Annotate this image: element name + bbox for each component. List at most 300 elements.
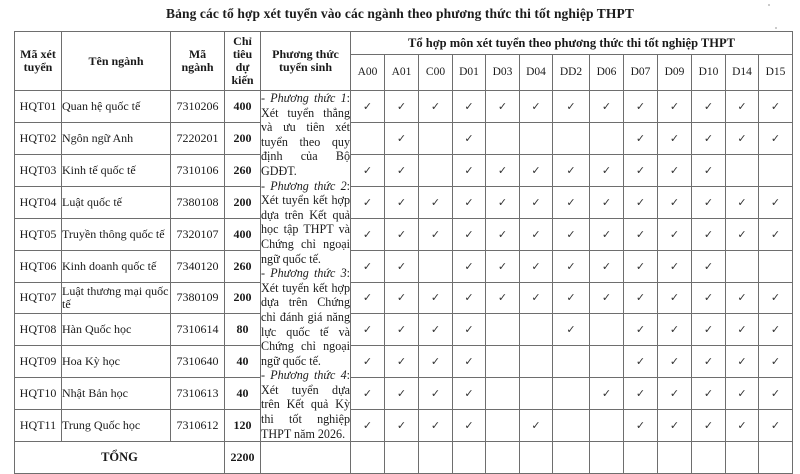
checkmark-icon: ✓ xyxy=(362,355,373,369)
combo-cell-d03 xyxy=(486,282,520,314)
total-label: TỔNG xyxy=(15,442,225,474)
combo-cell-d07 xyxy=(624,378,658,410)
combo-cell-d14 xyxy=(726,346,759,378)
combo-cell-d10 xyxy=(692,346,726,378)
table-row xyxy=(15,410,793,442)
header-combo-d04: D04 xyxy=(520,55,553,91)
checkmark-icon: ✓ xyxy=(770,419,781,433)
combo-cell-d07 xyxy=(624,410,658,442)
combo-cell-d15 xyxy=(759,218,793,250)
combo-cell-d01 xyxy=(453,346,486,378)
combo-cell-a01 xyxy=(385,346,419,378)
major-name-cell: Ngôn ngữ Anh xyxy=(62,122,171,154)
combo-cell-d15 xyxy=(759,410,793,442)
combo-cell-a00 xyxy=(351,122,385,154)
combo-cell-c00 xyxy=(419,346,453,378)
checkmark-icon: ✓ xyxy=(669,419,680,433)
checkmark-icon: ✓ xyxy=(770,195,781,209)
combo-cell-d03 xyxy=(486,410,520,442)
quota-cell: 120 xyxy=(225,410,261,442)
combo-cell-d01 xyxy=(453,410,486,442)
checkmark-icon: ✓ xyxy=(464,227,474,241)
combo-cell-a00 xyxy=(351,154,385,186)
combo-cell-d14 xyxy=(726,378,759,410)
combo-cell-c00 xyxy=(419,378,453,410)
combo-cell-d09 xyxy=(658,122,692,154)
checkmark-icon: ✓ xyxy=(531,195,541,209)
major-name-cell: Trung Quốc học xyxy=(62,410,171,442)
combo-cell-d04 xyxy=(520,378,553,410)
admission-code-cell: HQT03 xyxy=(15,154,62,186)
checkmark-icon: ✓ xyxy=(737,419,747,433)
combo-cell-d09 xyxy=(658,91,692,123)
checkmark-icon: ✓ xyxy=(703,227,714,241)
method-description: : Xét tuyển kết hợp dựa trên Chứng chỉ đánh giá năng lực quốc tế và Chứng chỉ ngoại ngữ quốc tế. xyxy=(261,266,350,368)
combo-cell-a00 xyxy=(351,378,385,410)
table-row xyxy=(15,218,793,250)
method-2 xyxy=(261,179,350,267)
major-name-cell: Hoa Kỳ học xyxy=(62,346,171,378)
combo-cell-d06 xyxy=(590,314,624,346)
checkmark-icon: ✓ xyxy=(635,355,646,369)
quota-cell: 200 xyxy=(225,186,261,218)
combo-cell-a01 xyxy=(385,314,419,346)
checkmark-icon: ✓ xyxy=(464,259,474,273)
combo-cell-c00 xyxy=(419,282,453,314)
combo-cell-d04 xyxy=(520,346,553,378)
combo-cell-d15 xyxy=(759,122,793,154)
checkmark-icon: ✓ xyxy=(703,259,714,273)
combo-cell-d01 xyxy=(453,314,486,346)
combo-cell-d10 xyxy=(692,250,726,282)
checkmark-icon: ✓ xyxy=(464,163,474,177)
combo-cell-d15 xyxy=(759,154,793,186)
checkmark-icon: ✓ xyxy=(497,163,508,177)
admission-code-cell: HQT02 xyxy=(15,122,62,154)
combo-cell-dd2 xyxy=(553,346,590,378)
checkmark-icon: ✓ xyxy=(396,227,407,241)
checkmark-icon: ✓ xyxy=(531,163,541,177)
major-code-cell: 7310106 xyxy=(171,154,225,186)
major-code-cell: 7310206 xyxy=(171,91,225,123)
major-name-cell: Kinh doanh quốc tế xyxy=(62,250,171,282)
combo-cell-d03 xyxy=(486,378,520,410)
quota-cell: 200 xyxy=(225,122,261,154)
quota-cell: 260 xyxy=(225,250,261,282)
combo-cell-d06 xyxy=(590,186,624,218)
checkmark-icon: ✓ xyxy=(703,419,714,433)
combo-cell-d09 xyxy=(658,378,692,410)
checkmark-icon: ✓ xyxy=(770,227,781,241)
combo-cell-d14 xyxy=(726,410,759,442)
combo-cell-d03 xyxy=(486,154,520,186)
checkmark-icon: ✓ xyxy=(601,259,612,273)
admission-code-cell: HQT07 xyxy=(15,282,62,314)
combo-cell-d03 xyxy=(486,218,520,250)
quota-cell: 40 xyxy=(225,378,261,410)
header-combo-d06: D06 xyxy=(590,55,624,91)
admission-code-cell: HQT10 xyxy=(15,378,62,410)
method-description: : Xét tuyển thẳng và ưu tiên xét tuyển theo quy định của Bộ GDĐT. xyxy=(261,91,350,178)
combo-cell-a01 xyxy=(385,250,419,282)
combo-cell-a00 xyxy=(351,282,385,314)
checkmark-icon: ✓ xyxy=(464,131,474,145)
checkmark-icon: ✓ xyxy=(362,163,373,177)
header-combo-dd2: DD2 xyxy=(553,55,590,91)
checkmark-icon: ✓ xyxy=(770,291,781,305)
combo-cell-d07 xyxy=(624,154,658,186)
combo-cell-d07 xyxy=(624,250,658,282)
combo-cell-d01 xyxy=(453,250,486,282)
major-code-cell: 7320107 xyxy=(171,218,225,250)
major-name-cell: Luật thương mại quốc tế xyxy=(62,282,171,314)
major-code-cell: 7340120 xyxy=(171,250,225,282)
combo-cell-c00 xyxy=(419,122,453,154)
checkmark-icon: ✓ xyxy=(430,99,441,113)
combo-cell-a00 xyxy=(351,186,385,218)
combo-cell-d06 xyxy=(590,378,624,410)
major-name-cell: Truyền thông quốc tế xyxy=(62,218,171,250)
combo-cell-d14 xyxy=(726,154,759,186)
scan-speck xyxy=(768,4,770,6)
checkmark-icon: ✓ xyxy=(566,227,576,241)
combo-cell-d10 xyxy=(692,378,726,410)
admission-methods-cell xyxy=(261,91,351,442)
combo-cell-d07 xyxy=(624,91,658,123)
admission-code-cell: HQT06 xyxy=(15,250,62,282)
checkmark-icon: ✓ xyxy=(531,227,541,241)
total-combo-empty xyxy=(419,442,453,474)
combo-cell-a01 xyxy=(385,218,419,250)
combo-cell-d03 xyxy=(486,346,520,378)
checkmark-icon: ✓ xyxy=(396,131,407,145)
checkmark-icon: ✓ xyxy=(770,99,781,113)
major-code-cell: 7310614 xyxy=(171,314,225,346)
combo-cell-d15 xyxy=(759,346,793,378)
combo-cell-d14 xyxy=(726,122,759,154)
checkmark-icon: ✓ xyxy=(703,291,714,305)
combo-cell-a01 xyxy=(385,91,419,123)
combo-cell-d09 xyxy=(658,410,692,442)
checkmark-icon: ✓ xyxy=(770,323,781,337)
checkmark-icon: ✓ xyxy=(430,387,441,401)
checkmark-icon: ✓ xyxy=(430,419,441,433)
quota-cell: 80 xyxy=(225,314,261,346)
admission-code-cell: HQT01 xyxy=(15,91,62,123)
combo-cell-d14 xyxy=(726,314,759,346)
total-combo-empty xyxy=(759,442,793,474)
checkmark-icon: ✓ xyxy=(531,419,541,433)
checkmark-icon: ✓ xyxy=(635,195,646,209)
combo-cell-dd2 xyxy=(553,91,590,123)
combo-cell-a01 xyxy=(385,186,419,218)
checkmark-icon: ✓ xyxy=(601,99,612,113)
combo-cell-d15 xyxy=(759,378,793,410)
header-combo-d14: D14 xyxy=(726,55,759,91)
table-row xyxy=(15,122,793,154)
checkmark-icon: ✓ xyxy=(396,291,407,305)
combo-cell-d07 xyxy=(624,218,658,250)
checkmark-icon: ✓ xyxy=(362,387,373,401)
combo-cell-d14 xyxy=(726,186,759,218)
header-combo-group: Tổ hợp môn xét tuyển theo phương thức thi tốt nghiệp THPT xyxy=(351,32,793,55)
checkmark-icon: ✓ xyxy=(635,131,646,145)
checkmark-icon: ✓ xyxy=(601,387,612,401)
header-major-code: Mã ngành xyxy=(171,32,225,91)
combo-cell-d07 xyxy=(624,122,658,154)
checkmark-icon: ✓ xyxy=(464,419,474,433)
quota-cell: 200 xyxy=(225,282,261,314)
checkmark-icon: ✓ xyxy=(464,291,474,305)
method-label: - Phương thức 3 xyxy=(261,266,347,281)
combo-cell-d01 xyxy=(453,378,486,410)
major-code-cell: 7380109 xyxy=(171,282,225,314)
total-combo-empty xyxy=(692,442,726,474)
checkmark-icon: ✓ xyxy=(601,227,612,241)
combo-cell-c00 xyxy=(419,154,453,186)
header-combo-d03: D03 xyxy=(486,55,520,91)
combo-cell-a01 xyxy=(385,410,419,442)
method-1 xyxy=(261,91,350,179)
checkmark-icon: ✓ xyxy=(635,387,646,401)
checkmark-icon: ✓ xyxy=(703,99,714,113)
combo-cell-d04 xyxy=(520,314,553,346)
combo-cell-d06 xyxy=(590,218,624,250)
total-combo-empty xyxy=(590,442,624,474)
checkmark-icon: ✓ xyxy=(737,131,747,145)
checkmark-icon: ✓ xyxy=(362,323,373,337)
combo-cell-c00 xyxy=(419,91,453,123)
combo-cell-d06 xyxy=(590,410,624,442)
combo-cell-a00 xyxy=(351,91,385,123)
header-combo-a00: A00 xyxy=(351,55,385,91)
quota-cell: 400 xyxy=(225,91,261,123)
header-admission-code: Mã xét tuyển xyxy=(15,32,62,91)
combo-cell-d14 xyxy=(726,250,759,282)
combo-cell-d15 xyxy=(759,186,793,218)
checkmark-icon: ✓ xyxy=(635,163,646,177)
checkmark-icon: ✓ xyxy=(601,195,612,209)
checkmark-icon: ✓ xyxy=(531,291,541,305)
table-row xyxy=(15,154,793,186)
checkmark-icon: ✓ xyxy=(635,419,646,433)
checkmark-icon: ✓ xyxy=(737,355,747,369)
combo-cell-d07 xyxy=(624,314,658,346)
admission-code-cell: HQT04 xyxy=(15,186,62,218)
checkmark-icon: ✓ xyxy=(566,195,576,209)
combo-cell-c00 xyxy=(419,186,453,218)
checkmark-icon: ✓ xyxy=(464,99,474,113)
checkmark-icon: ✓ xyxy=(669,163,680,177)
major-code-cell: 7310612 xyxy=(171,410,225,442)
checkmark-icon: ✓ xyxy=(396,323,407,337)
header-method: Phương thức tuyển sinh xyxy=(261,32,351,91)
combo-cell-d04 xyxy=(520,250,553,282)
combo-cell-d03 xyxy=(486,250,520,282)
combo-cell-d14 xyxy=(726,282,759,314)
combo-cell-d04 xyxy=(520,218,553,250)
combo-cell-dd2 xyxy=(553,250,590,282)
checkmark-icon: ✓ xyxy=(669,195,680,209)
checkmark-icon: ✓ xyxy=(635,259,646,273)
combo-cell-d03 xyxy=(486,122,520,154)
checkmark-icon: ✓ xyxy=(531,259,541,273)
combo-cell-d06 xyxy=(590,250,624,282)
header-combo-a01: A01 xyxy=(385,55,419,91)
checkmark-icon: ✓ xyxy=(669,99,680,113)
combo-cell-a00 xyxy=(351,218,385,250)
method-3 xyxy=(261,266,350,368)
total-combo-empty xyxy=(553,442,590,474)
checkmark-icon: ✓ xyxy=(737,387,747,401)
method-description: : Xét tuyển kết hợp dựa trên Kết quả học tập THPT và Chứng chỉ ngoại ngữ quốc tế. xyxy=(261,178,350,266)
combo-cell-d03 xyxy=(486,314,520,346)
checkmark-icon: ✓ xyxy=(635,227,646,241)
checkmark-icon: ✓ xyxy=(362,227,373,241)
checkmark-icon: ✓ xyxy=(362,291,373,305)
major-code-cell: 7220201 xyxy=(171,122,225,154)
header-combo-d10: D10 xyxy=(692,55,726,91)
checkmark-icon: ✓ xyxy=(566,163,576,177)
combo-cell-dd2 xyxy=(553,282,590,314)
checkmark-icon: ✓ xyxy=(396,195,407,209)
combo-cell-dd2 xyxy=(553,154,590,186)
checkmark-icon: ✓ xyxy=(703,163,714,177)
checkmark-icon: ✓ xyxy=(464,323,474,337)
combo-cell-dd2 xyxy=(553,186,590,218)
major-code-cell: 7380108 xyxy=(171,186,225,218)
total-combo-empty xyxy=(351,442,385,474)
combo-cell-d01 xyxy=(453,186,486,218)
total-quota: 2200 xyxy=(225,442,261,474)
scan-speck xyxy=(775,27,777,29)
combo-cell-dd2 xyxy=(553,378,590,410)
checkmark-icon: ✓ xyxy=(362,259,373,273)
major-name-cell: Kinh tế quốc tế xyxy=(62,154,171,186)
checkmark-icon: ✓ xyxy=(669,227,680,241)
combo-cell-d01 xyxy=(453,282,486,314)
combo-cell-a00 xyxy=(351,346,385,378)
header-combo-d15: D15 xyxy=(759,55,793,91)
combo-cell-d14 xyxy=(726,218,759,250)
checkmark-icon: ✓ xyxy=(430,227,441,241)
checkmark-icon: ✓ xyxy=(635,323,646,337)
checkmark-icon: ✓ xyxy=(362,195,373,209)
major-code-cell: 7310640 xyxy=(171,346,225,378)
admission-code-cell: HQT08 xyxy=(15,314,62,346)
checkmark-icon: ✓ xyxy=(396,259,407,273)
combo-cell-c00 xyxy=(419,314,453,346)
checkmark-icon: ✓ xyxy=(737,323,747,337)
combo-cell-dd2 xyxy=(553,410,590,442)
checkmark-icon: ✓ xyxy=(737,195,747,209)
major-name-cell: Luật quốc tế xyxy=(62,186,171,218)
combo-cell-a00 xyxy=(351,410,385,442)
checkmark-icon: ✓ xyxy=(703,195,714,209)
header-combo-d01: D01 xyxy=(453,55,486,91)
combo-cell-a01 xyxy=(385,282,419,314)
total-method-empty xyxy=(261,442,351,474)
combo-cell-a01 xyxy=(385,154,419,186)
combo-cell-dd2 xyxy=(553,314,590,346)
checkmark-icon: ✓ xyxy=(770,355,781,369)
total-combo-empty xyxy=(453,442,486,474)
checkmark-icon: ✓ xyxy=(497,227,508,241)
combo-cell-d09 xyxy=(658,346,692,378)
major-code-cell: 7310613 xyxy=(171,378,225,410)
combo-cell-d14 xyxy=(726,91,759,123)
method-description: : Xét tuyển dựa trên Kết quả Kỳ thi tốt nghiệp THPT năm 2026. xyxy=(261,368,350,441)
header-combo-d09: D09 xyxy=(658,55,692,91)
table-row xyxy=(15,186,793,218)
total-combo-empty xyxy=(726,442,759,474)
checkmark-icon: ✓ xyxy=(464,387,474,401)
combo-cell-d03 xyxy=(486,91,520,123)
combo-cell-d06 xyxy=(590,346,624,378)
checkmark-icon: ✓ xyxy=(396,355,407,369)
major-name-cell: Hàn Quốc học xyxy=(62,314,171,346)
total-combo-empty xyxy=(658,442,692,474)
checkmark-icon: ✓ xyxy=(669,323,680,337)
combo-cell-c00 xyxy=(419,218,453,250)
checkmark-icon: ✓ xyxy=(430,323,441,337)
quota-cell: 260 xyxy=(225,154,261,186)
major-name-cell: Nhật Bản học xyxy=(62,378,171,410)
combo-cell-d01 xyxy=(453,218,486,250)
combo-cell-c00 xyxy=(419,410,453,442)
header-row-group xyxy=(15,32,793,55)
checkmark-icon: ✓ xyxy=(464,355,474,369)
total-combo-empty xyxy=(624,442,658,474)
combo-cell-d10 xyxy=(692,282,726,314)
checkmark-icon: ✓ xyxy=(703,387,714,401)
combo-cell-d01 xyxy=(453,122,486,154)
combo-cell-d07 xyxy=(624,346,658,378)
combo-cell-d09 xyxy=(658,186,692,218)
combo-cell-d10 xyxy=(692,218,726,250)
checkmark-icon: ✓ xyxy=(464,195,474,209)
combo-cell-a01 xyxy=(385,122,419,154)
checkmark-icon: ✓ xyxy=(601,163,612,177)
admission-code-cell: HQT05 xyxy=(15,218,62,250)
total-combo-empty xyxy=(520,442,553,474)
combo-cell-d10 xyxy=(692,410,726,442)
checkmark-icon: ✓ xyxy=(396,419,407,433)
combo-cell-d06 xyxy=(590,282,624,314)
checkmark-icon: ✓ xyxy=(703,131,714,145)
checkmark-icon: ✓ xyxy=(396,387,407,401)
combo-cell-d09 xyxy=(658,282,692,314)
combo-cell-d15 xyxy=(759,314,793,346)
checkmark-icon: ✓ xyxy=(770,387,781,401)
combo-cell-c00 xyxy=(419,250,453,282)
checkmark-icon: ✓ xyxy=(669,291,680,305)
combo-cell-d15 xyxy=(759,282,793,314)
combo-cell-d04 xyxy=(520,91,553,123)
table-row xyxy=(15,314,793,346)
quota-cell: 40 xyxy=(225,346,261,378)
total-combo-empty xyxy=(385,442,419,474)
checkmark-icon: ✓ xyxy=(601,291,612,305)
checkmark-icon: ✓ xyxy=(497,259,508,273)
quota-cell: 400 xyxy=(225,218,261,250)
checkmark-icon: ✓ xyxy=(669,131,680,145)
combo-cell-d10 xyxy=(692,122,726,154)
combo-cell-d04 xyxy=(520,186,553,218)
combo-cell-d04 xyxy=(520,410,553,442)
checkmark-icon: ✓ xyxy=(430,291,441,305)
checkmark-icon: ✓ xyxy=(669,387,680,401)
